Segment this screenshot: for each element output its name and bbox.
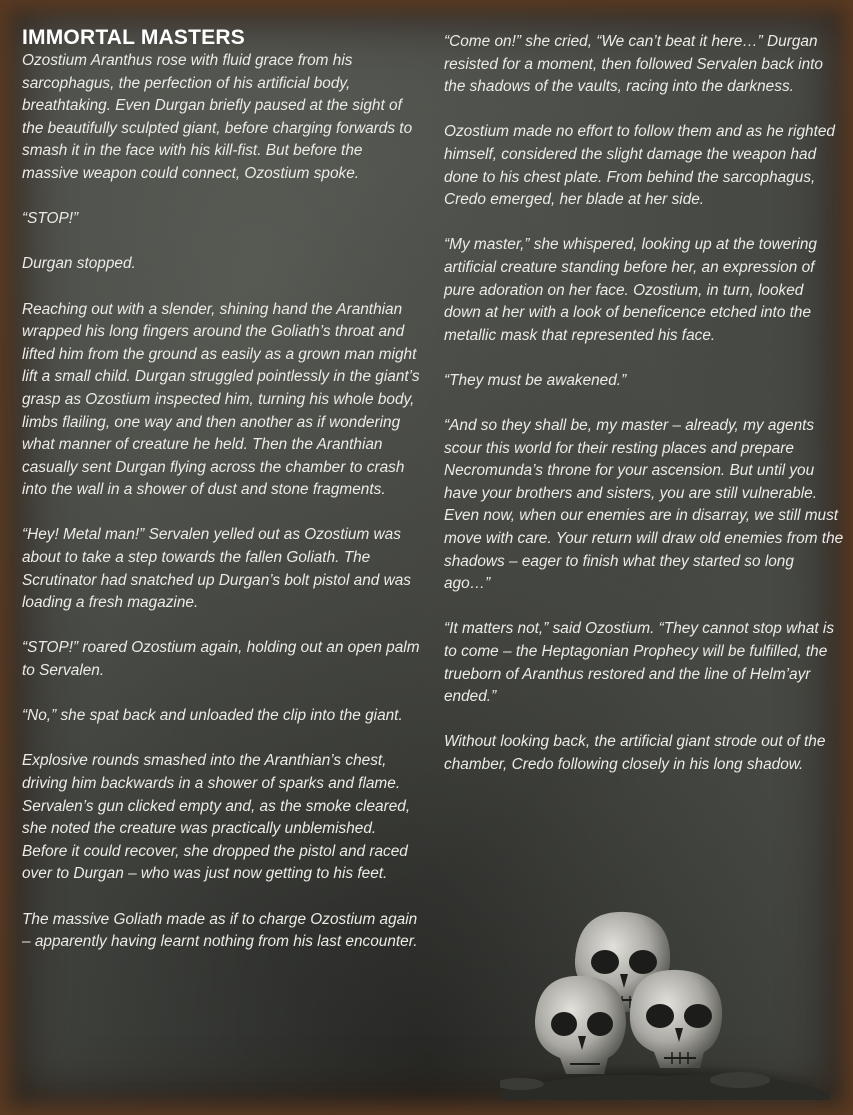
paragraph: “No,” she spat back and unloaded the clip into the giant. xyxy=(22,707,403,725)
page-heading: IMMORTAL MASTERS xyxy=(22,26,245,49)
skull-pile-icon xyxy=(500,900,830,1100)
left-column xyxy=(22,26,422,976)
paragraph: “They must be awakened.” xyxy=(444,371,627,389)
paragraph: Reaching out with a slender, shining hand the Aranthian wrapped his long fingers around the Goliath’s throat and lifted him from the ground as easily as a grown man might lift a small child. Durgan struggled pointlessly in the giant’s grasp as Ozostium inspected him, turning his whole body, limbs flailing, one way and then another as if wondering what manner of creature he held. Then the Aranthian casually sent Durgan flying across the chamber to crash into the wall in a shower of dust and stone fragments. xyxy=(22,300,420,499)
right-column xyxy=(444,31,844,799)
paragraph: Ozostium made no effort to follow them and as he righted himself, considered the slight damage the weapon had done to his chest plate. From behind the sarcophagus, Credo emerged, her blade at her side. xyxy=(444,123,835,209)
paragraph: Durgan stopped. xyxy=(22,255,136,273)
paragraph: “Come on!” she cried, “We can’t beat it here…” Durgan resisted for a moment, then followed Servalen back into the shadows of the vaults, racing into the darkness. xyxy=(444,33,823,96)
paragraph: “It matters not,” said Ozostium. “They cannot stop what is to come – the Heptagonian Prophecy will be fulfilled, the trueborn of Aranthus restored and the line of Helm’ayr ended.” xyxy=(444,620,835,706)
paragraph: “Hey! Metal man!” Servalen yelled out as Ozostium was about to take a step towards the fallen Goliath. The Scrutinator had snatched up Durgan’s bolt pistol and was loading a fresh magazine. xyxy=(22,526,411,612)
paragraph: “STOP!” roared Ozostium again, holding out an open palm to Servalen. xyxy=(22,639,420,680)
paragraph: “And so they shall be, my master – already, my agents scour this world for their resting places and prepare Necromunda’s throne for your ascension. But until you have your brothers and sisters, you are still vulnerable. Even now, when our enemies are in disarray, we still must move with care. Your return will draw old enemies from the shadows – eager to finish what they started so long ago…” xyxy=(444,417,844,593)
paragraph: “STOP!” xyxy=(22,210,79,228)
paragraph: Without looking back, the artificial giant strode out of the chamber, Credo following closely in his long shadow. xyxy=(444,733,826,773)
paragraph: The massive Goliath made as if to charge Ozostium again – apparently having learnt nothing from his last encounter. xyxy=(22,910,418,951)
paragraph: Explosive rounds smashed into the Aranthian’s chest, driving him backwards in a shower of sparks and flame. Servalen’s gun clicked empty and, as the smoke cleared, she noted the creature was practically unblemished. Before it could recover, she dropped the pistol and raced over to Durgan – who was just now getting to his feet. xyxy=(22,752,411,883)
paragraph: “My master,” she whispered, looking up at the towering artificial creature standing before her, an expression of pure adoration on her face. Ozostium, in turn, looked down at her with a look of beneficence etched into the metallic mask that represented his face. xyxy=(444,236,817,344)
paragraph: Ozostium Aranthus rose with fluid grace from his sarcophagus, the perfection of his artificial body, breathtaking. Even Durgan briefly paused at the sight of the beautifully sculpted giant, before charging forwards to smash it in the face with his kill-fist. But before the massive weapon could connect, Ozostium spoke. xyxy=(22,52,413,182)
